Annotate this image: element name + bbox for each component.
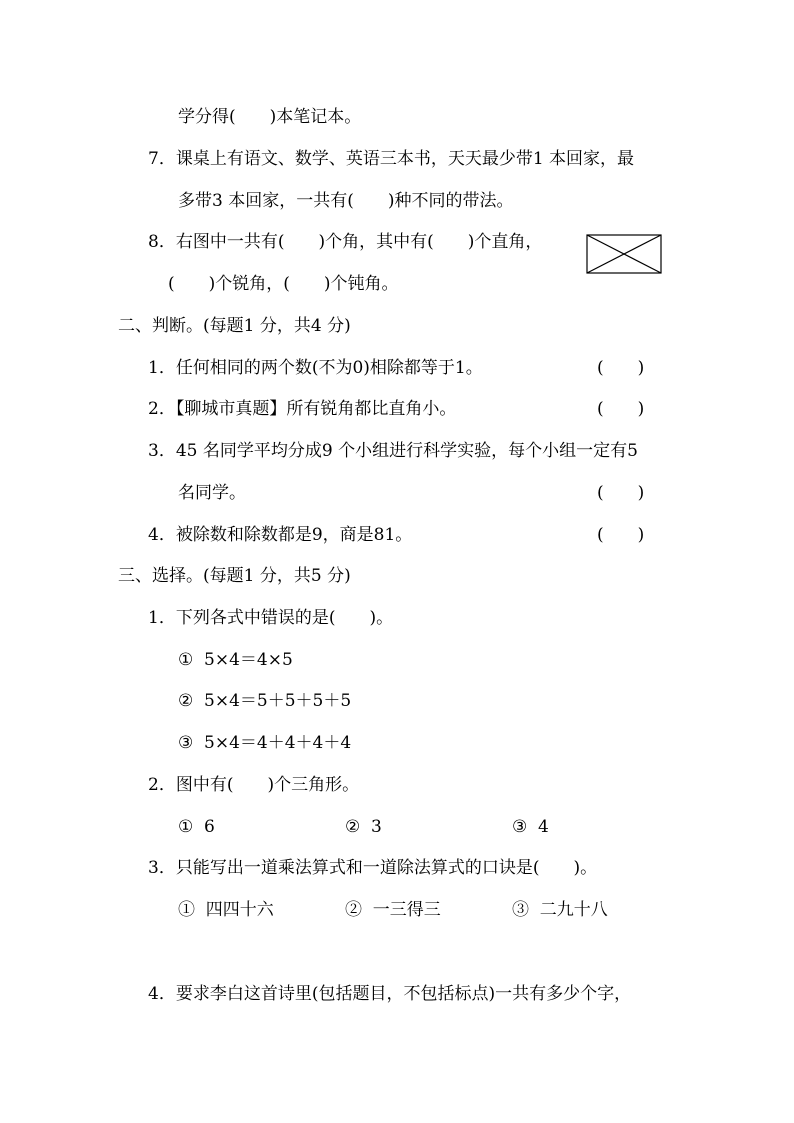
judge-answer-box-3[interactable]: ( )	[597, 483, 645, 503]
judge-item-2: 2．【聊城市真题】所有锐角都比直角小。	[148, 399, 457, 419]
choice-q1-option-3[interactable]: ③ 5×4＝4＋4＋4＋4	[178, 733, 352, 753]
choice-q1-option-1[interactable]: ① 5×4＝4×5	[178, 650, 293, 670]
q8-line1: 8．右图中一共有( )个角，其中有( )个直角，	[148, 232, 543, 252]
choice-q1-stem: 1．下列各式中错误的是( )。	[148, 608, 394, 628]
q6-tail: 学分得( )本笔记本。	[178, 107, 362, 127]
choice-q2-option-1[interactable]: ① 6	[178, 817, 215, 837]
rectangle-with-diagonals-icon	[586, 234, 662, 274]
judge-answer-box-1[interactable]: ( )	[597, 358, 645, 378]
choice-q2-option-3[interactable]: ③ 4	[512, 817, 549, 837]
choice-q3-option-1[interactable]: ① 四四十六	[178, 900, 274, 920]
choice-q3-stem: 3．只能写出一道乘法算式和一道除法算式的口诀是( )。	[148, 858, 598, 878]
q8-line2: ( )个锐角，( )个钝角。	[168, 274, 399, 294]
judge-item-4: 4．被除数和除数都是9，商是81。	[148, 525, 413, 545]
judge-item-1: 1．任何相同的两个数(不为0)相除都等于1。	[148, 358, 483, 378]
choice-q1-option-2[interactable]: ② 5×4＝5＋5＋5＋5	[178, 691, 352, 711]
judge-item-3-cont: 名同学。	[178, 483, 246, 503]
choice-q3-option-3[interactable]: ③ 二九十八	[512, 900, 608, 920]
judge-answer-box-4[interactable]: ( )	[597, 525, 645, 545]
choice-q4-stem: 4．要求李白这首诗里(包括题目，不包括标点)一共有多少个字，	[148, 984, 632, 1004]
q7-line2: 多带3 本回家，一共有( )种不同的带法。	[178, 191, 514, 211]
section2-heading: 二、判断。(每题1 分，共4 分)	[118, 316, 351, 336]
q7-line1: 7．课桌上有语文、数学、英语三本书，天天最少带1 本回家，最	[148, 149, 635, 169]
section3-heading: 三、选择。(每题1 分，共5 分)	[118, 566, 351, 586]
choice-q2-stem: 2．图中有( )个三角形。	[148, 775, 360, 795]
choice-q3-option-2[interactable]: ② 一三得三	[345, 900, 441, 920]
judge-item-3: 3．45 名同学平均分成9 个小组进行科学实验，每个小组一定有5	[148, 441, 638, 461]
choice-q2-option-2[interactable]: ② 3	[345, 817, 382, 837]
judge-answer-box-2[interactable]: ( )	[597, 399, 645, 419]
